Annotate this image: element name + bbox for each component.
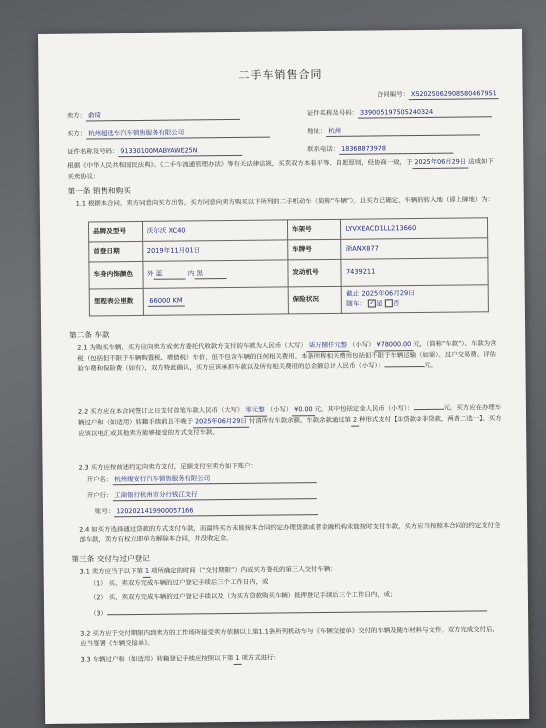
account-number-line: 账号： 1202021419900057166 bbox=[95, 503, 503, 518]
buyer-phone: 18368873978 bbox=[339, 144, 453, 155]
delivery-option: 1 bbox=[143, 567, 151, 578]
buyer-id-line: 证件名称及号码： 91330100MABYAWE25N 联系电话： 18368873978 bbox=[67, 143, 499, 158]
clause-3-1: 3.1 卖方应当于以下第 1 项所确定的时间（“交付期限”）内或买方委托的第三人交付车辆： bbox=[80, 563, 504, 578]
mileage-label: 里程表公里数 bbox=[89, 288, 143, 316]
seller-line: 卖方： 俞琦 证件名称及号码： 339005197505240324 bbox=[67, 107, 499, 122]
seller-name: 俞琦 bbox=[86, 110, 240, 122]
color-value: 外 蓝 内 黑 bbox=[142, 260, 287, 289]
total-amount: ¥78000.00 bbox=[375, 340, 414, 351]
insurance-expiry: 截止 2025年06月29日 bbox=[346, 289, 415, 299]
engine-label: 发动机号 bbox=[288, 259, 342, 287]
interior-color: 黑 bbox=[194, 269, 226, 280]
first-payment: ¥0.00 bbox=[292, 405, 314, 416]
contract-number: XS20250629085804679S1 bbox=[409, 89, 499, 100]
brand-value: 沃尔沃 XC40 bbox=[142, 220, 287, 242]
clause-3-3: 3.3 车辆过户和（如适用）转籍登记手续应按照以下第 1 项方式进行： bbox=[80, 653, 280, 664]
article-2-title: 第二条 车款 bbox=[69, 330, 110, 340]
mileage-value: 66000 KM bbox=[143, 287, 288, 316]
bank-name: 工商银行杭州市分行钱江支行 bbox=[112, 489, 316, 501]
total-amount-cn: 柒万捌仟元整 bbox=[307, 341, 349, 352]
brand-label: 品牌及型号 bbox=[88, 221, 142, 242]
insurance-value: 截止 2025年06月29日 随车： ✓是 否 bbox=[342, 285, 489, 314]
contract-document bbox=[38, 29, 529, 724]
clause-3-1-option-3: （3） bbox=[90, 605, 504, 619]
clause-3-1-option-1: （1） 买、卖双方完成车辆的过户登记手续后三个工作日内，或 bbox=[89, 577, 269, 588]
clause-3-1-option-2: （2） 买、卖双方完成车辆的过户登记手续以及（为买方贷款购买车辆）抵押登记手续后三个工作日内，或； bbox=[89, 590, 397, 602]
vin-value: LYVXEACD1LL213660 bbox=[341, 218, 488, 240]
plate-label: 车牌号 bbox=[287, 239, 341, 260]
article-1-title: 第一条 销售和购买 bbox=[67, 186, 131, 196]
insurance-label: 保险状况 bbox=[288, 286, 342, 314]
clause-2-3: 2.3 买方应按前述约定向卖方支付，足额支付至卖方如下账户： bbox=[78, 461, 257, 472]
clause-2-2: 2.2 买方应在本合同签订之日支付首笔车款人民币（大写） 零元整 （小写） ¥0.00 元，其中包括定金人民币（小写）： 元。买方应在办理车辆过户和（如适用）转籍手续前且不晚于 2025年06月29日 付清所有车款余额。车款余款通过第 2 种形式支付【①贷款②非贷款，两者二选一】。买方应该以电汇或其他卖方能够接受的方式支付车款。 bbox=[77, 403, 502, 438]
plate-value: 浙ANX877 bbox=[341, 238, 488, 260]
insurance-no-checkbox[interactable] bbox=[385, 299, 393, 307]
account-holder-line: 开户名： 杭州竣安行汽车销售服务有限公司 bbox=[87, 471, 503, 486]
clause-2-1: 2.1 为购买车辆，买方应向卖方或卖方委托代收款方支付的车款为人民币（大写） 柒万捌仟元整 （小写） ¥78000.00 元，（简称“车款”）。车款为含税（包括但不限于车辆购置税、增值税）车价，但不包含车辆的任何相关费用。本条所称相关费用包括但不限于车辆运输（如需）、过户交易费、评估验车费和保险费（如有），双方特此确认，买方应该承担车款以及所有相关费用的总金额总计人民币（小写）： 元。 bbox=[77, 339, 497, 373]
color-label: 车身内饰颜色 bbox=[89, 261, 143, 289]
buyer-name: 杭州超选车汽车销售服务有限公司 bbox=[86, 128, 270, 140]
contract-number-line: 合同编号： XS20250629085804679S1 bbox=[67, 89, 499, 104]
buyer-line: 买方： 杭州超选车汽车销售服务有限公司 地址： 杭州 bbox=[67, 125, 499, 140]
account-holder: 杭州竣安行汽车销售服务有限公司 bbox=[112, 473, 316, 485]
vin-label: 车架号 bbox=[287, 219, 341, 240]
clause-2-4: 2.4 如买方选择通过贷款的方式支付车款，而最终买方未能按本合同约定办理贷款或者金融机构未能按时支付车款，买方应当按照本合同的约定支付全部车款，卖方有权立即单方解除本合同，并没收定金。 bbox=[79, 521, 501, 544]
article-3-title: 第三条 交付与过户登记 bbox=[71, 553, 150, 564]
reg-date-value: 2019年11月01日 bbox=[142, 240, 287, 262]
first-payment-cn: 零元整 bbox=[243, 406, 266, 417]
exterior-color: 蓝 bbox=[154, 269, 186, 280]
clause-1-1: 1.1 根据本合同，卖方同意向买方出售，买方同意向卖方购买以下所列的二手机动车（简称“车辆”）。且买方已确定，车辆的转入地（即上牌地）为： bbox=[75, 195, 495, 208]
final-payment-date: 2025年06月29日 bbox=[193, 417, 249, 429]
buyer-id: 91330100MABYAWE25N bbox=[118, 146, 242, 158]
payment-method: 2 bbox=[351, 416, 359, 427]
transfer-option: 1 bbox=[233, 654, 241, 665]
preamble-date: 2025年06月29日 bbox=[412, 158, 468, 170]
insurance-yes-checkbox[interactable]: ✓ bbox=[369, 299, 375, 307]
seller-id: 339005197505240324 bbox=[358, 107, 492, 119]
contract-title: 二手车销售合同 bbox=[238, 68, 323, 82]
buyer-address: 杭州 bbox=[326, 125, 480, 137]
reg-date-label: 首登日期 bbox=[89, 241, 143, 262]
vehicle-info-table bbox=[88, 217, 489, 316]
account-number: 1202021419900057166 bbox=[114, 505, 318, 517]
clause-3-2: 3.2 买方应于交付期限内到卖方的工作场所接受卖方依据以上第1.1条所列机动车与《车辆交接单》交付的车辆及随车材料与文件。双方完成交付后，应当签署《车辆交接单》。 bbox=[80, 625, 499, 648]
engine-value: 7439211 bbox=[341, 258, 488, 287]
bank-line: 开户行： 工商银行杭州市分行钱江支行 bbox=[87, 487, 503, 502]
preamble: 根据《中华人民共和国民法典》、《二手车流通管理办法》等有关法律法规，买卖双方本着平等、自愿原则，经协商一致，于 2025年06月29日 达成如下买卖协议： bbox=[67, 157, 494, 181]
